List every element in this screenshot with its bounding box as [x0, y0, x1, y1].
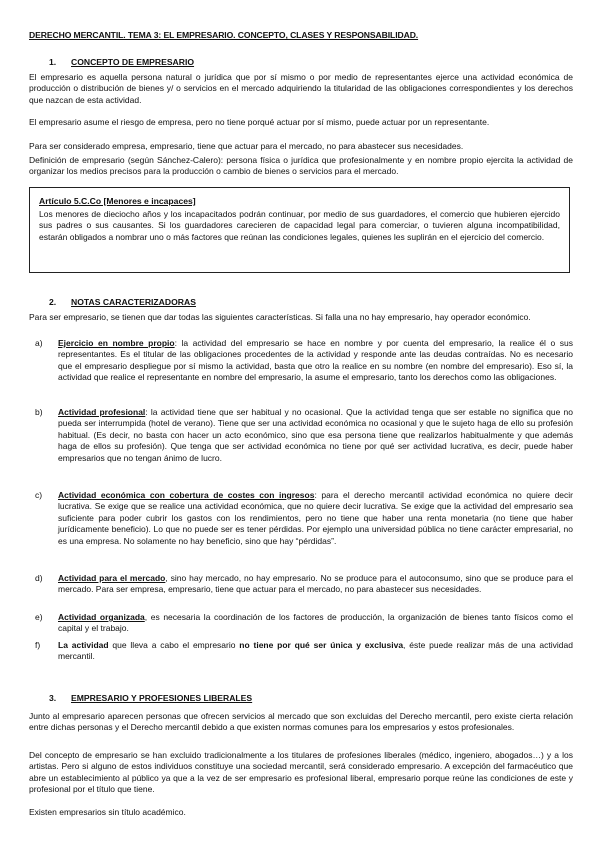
list-item-text: : la actividad tiene que ser habitual y no ocasional. Que la actividad tenga que ser estable no significa que no pueda ser interrumpida (hotel de verano). Tiene que ser una actividad económica no ocasional y que le sujeto haga de ello su profesión habitual. (Es decir, no basta con hacer un acto económico, sino que esa persona tiene que realizarlos habitualmente y que además haga de ellos su profesión). Que tenga que ser actividad económica no tiene por qué ser actividad lucrativa, es decir, puede haber empresarios que no tengan ánimo de lucro. — [58, 407, 573, 463]
document-title: DERECHO MERCANTIL. TEMA 3: EL EMPRESARIO. CONCEPTO, CLASES Y RESPONSABILIDAD. — [29, 30, 419, 40]
list-item-keyword: Actividad organizada — [58, 612, 145, 622]
list-item-text: , es necesaria la coordinación de los factores de producción, la organización de bienes tanto físicos como el capital y el trabajo. — [58, 612, 573, 634]
list-item-label: f) — [35, 640, 41, 650]
list-item-label: d) — [35, 573, 43, 583]
article-title: Artículo 5.C.Co [Menores e incapaces] — [39, 196, 196, 206]
list-item-keyword: Actividad para el mercado — [58, 573, 166, 583]
section-2-intro: Para ser empresario, se tienen que dar todas las siguientes características. Si falla una no hay empresario, hay operador económico. — [29, 312, 531, 322]
section-3-title: EMPRESARIO Y PROFESIONES LIBERALES — [71, 693, 253, 703]
section-1-paragraph-3: Para ser considerado empresa, empresario, tiene que actuar para el mercado, no para abastecer sus necesidades. — [29, 141, 464, 151]
section-2-number: 2. — [49, 297, 57, 307]
section-2-heading — [49, 297, 196, 307]
section-1-title: CONCEPTO DE EMPRESARIO — [71, 57, 195, 67]
list-item-keyword: Actividad económica con cobertura de costes con ingresos — [58, 490, 315, 500]
list-item-text-2: , éste puede realizar más de una actividad mercantil. — [58, 640, 573, 662]
list-item-a — [29, 338, 573, 384]
section-1-paragraph-2: El empresario asume el riesgo de empresa, pero no tiene porqué actuar por sí mismo, puede actuar por un representante. — [29, 117, 490, 127]
section-2-title: NOTAS CARACTERIZADORAS — [71, 297, 196, 307]
list-item-keyword: La actividad — [58, 640, 109, 650]
list-item-e — [29, 612, 573, 635]
section-3-number: 3. — [49, 693, 57, 703]
list-item-keyword: Ejercicio en nombre propio — [58, 338, 175, 348]
list-item-text: : para el derecho mercantil actividad económica no quiere decir lucrativa. Se exige que se realice una actividad económica, que no quiere decir lucrativa. Se exige que la actividad del empresario sea suficiente para poder cubrir los gastos con los rendimientos, pero no tiene que haber una renta monetaria (no tiene que haber jurídicamente beneficio). Lo que no puede ser es tener pérdidas. Por ejemplo una universidad pública no tiene carácter empresarial, no es una empresa. No solamente no hay beneficio, sino que hay “pérdidas”. — [58, 490, 573, 546]
list-item-d — [29, 573, 573, 596]
list-item-f — [29, 640, 573, 663]
section-3-paragraph-1: Junto al empresario aparecen personas que ofrecen servicios al mercado que son excluidas del Derecho mercantil, pero existe cierta relación entre dichas personas y el Derecho mercantil debido a que existen normas comunes para los empresarios y estos profesionales. — [29, 711, 573, 733]
section-3-heading — [49, 693, 252, 703]
article-box — [29, 187, 570, 273]
section-1-paragraph-4: Definición de empresario (según Sánchez-Calero): persona física o jurídica que profesionalmente y en nombre propio ejercita la actividad de organizar los medios precisos para la producción o cambio de bienes o servicios para el mercado. — [29, 155, 573, 177]
section-1-paragraph-1: El empresario es aquella persona natural o jurídica que por sí mismo o por medio de representantes ejerce una actividad económica de producción o distribución de bienes y/ o servicios en el mercado adquiriendo la titularidad de las obligaciones correspondientes y los derechos que nazcan de esta actividad. — [29, 72, 573, 105]
list-item-label: c) — [35, 490, 43, 500]
section-3-paragraph-3: Existen empresarios sin título académico. — [29, 807, 186, 817]
list-item-c — [29, 490, 573, 547]
list-item-label: a) — [35, 338, 43, 348]
list-item-label: e) — [35, 612, 43, 622]
section-1-heading — [49, 57, 194, 67]
list-item-text: : la actividad del empresario se hace en nombre y por cuenta del empresario, la realice él o sus representantes. Es el titular de las obligaciones procedentes de la actividad y responde ante las deudas contraídas. No es necesario que el empresario despliegue por sí mismo la actividad, basta que otro la realice en su nombre (en nombre del empresario). Eso sí, la actividad que realice el representante en nombre del empresario, la asume el empresario, tanto los derechos como las obligaciones. — [58, 338, 573, 383]
list-item-keyword-2: no tiene por qué ser única y exclusiva — [239, 640, 404, 650]
list-item-text: , sino hay mercado, no hay empresario. No se produce para el autoconsumo, sino que se produce para el mercado. Para ser empresa, empresario, tiene que actuar para el mercado, no para abastecer sus necesidades. — [58, 573, 573, 595]
section-3-paragraph-2: Del concepto de empresario se han excluido tradicionalmente a los titulares de profesiones liberales (médico, ingeniero, abogados…) y a los artistas. Pero si alguno de estos individuos constituye una sociedad mercantil, será considerado empresario. A excepción del farmacéutico que abre un establecimiento al público ya que a la vez de ser empresario es profesional liberal, empresario porque reúne las condiciones de este y profesional por el título que tiene. — [29, 750, 573, 795]
article-body: Los menores de dieciocho años y los incapacitados podrán continuar, por medio de sus guardadores, el comercio que hubieren ejercido sus padres o sus causantes. Si los guardadores carecieren de capacidad legal para comerciar, o tuvieren alguna incompatibilidad, estarán obligados a nombrar uno o más factores que reúnan las condiciones legales, quienes les suplirán en el ejercicio del comercio. — [39, 209, 560, 242]
list-item-keyword: Actividad profesional — [58, 407, 146, 417]
list-item-text: que lleva a cabo el empresario — [108, 640, 240, 650]
list-item-label: b) — [35, 407, 43, 417]
section-1-number: 1. — [49, 57, 57, 67]
list-item-b — [29, 407, 573, 464]
